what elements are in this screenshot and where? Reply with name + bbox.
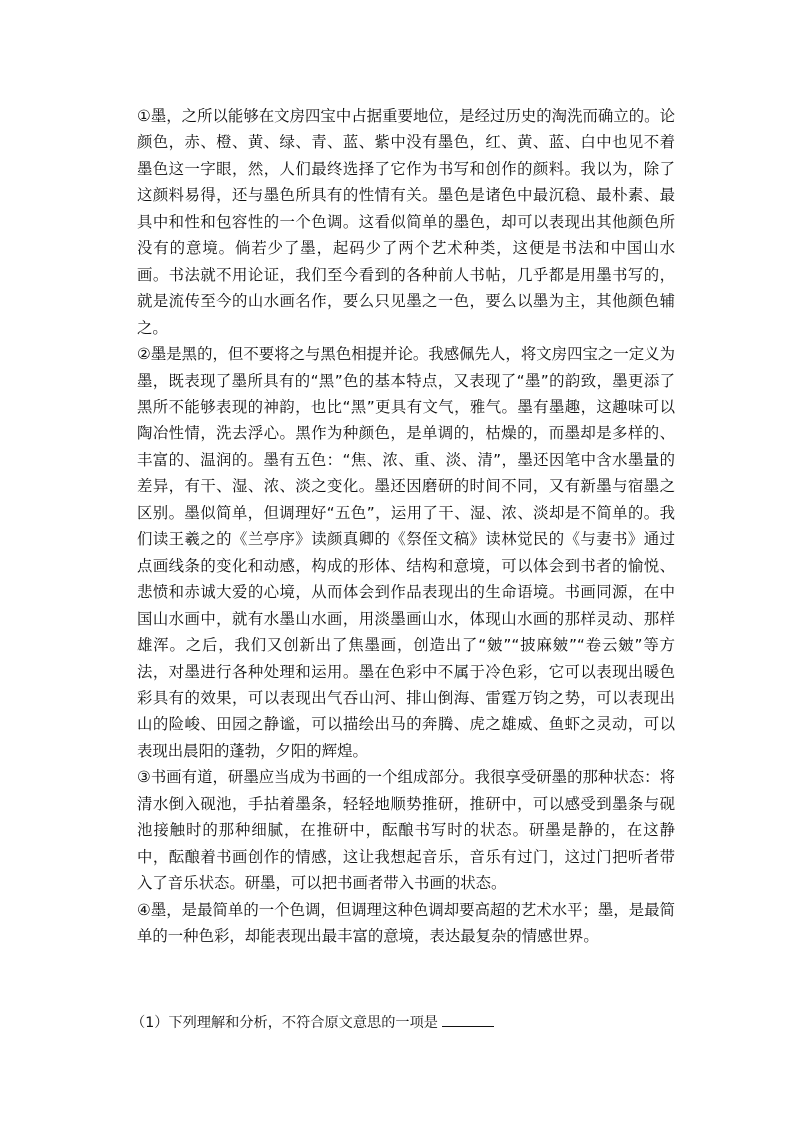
paragraph-1: ①墨，之所以能够在文房四宝中占据重要地位，是经过历史的淘洗而确立的。论颜色，赤、橙、黄、绿、青、蓝、紫中没有墨色，红、黄、蓝、白中也见不着墨色这一字眼，然，人们最终选择了它作为书写和创作的颜料。我以为，除了这颜料易得，还与墨色所具有的性情有关。墨色是诸色中最沉稳、最朴素、最具中和性和包容性的一个色调。这看似简单的墨色，却可以表现出其他颜色所没有的意境。倘若少了墨，起码少了两个艺术种类，这便是书法和中国山水画。书法就不用论证，我们至今看到的各种前人书帖，几乎都是用墨书写的，就是流传至今的山水画名作，要么只见墨之一色，要么以墨为主，其他颜色辅之。	[137, 107, 675, 337]
article-body	[137, 103, 675, 950]
paragraph-4: ④墨，是最简单的一个色调，但调理这种色调却要高超的艺术水平；墨，是最简单的一种色彩，却能表现出最丰富的意境，表达最复杂的情感世界。	[137, 900, 675, 946]
answer-blank[interactable]	[442, 1010, 494, 1027]
question-1-text: （1）下列理解和分析，不符合原文意思的一项是	[131, 1015, 438, 1031]
question-1	[131, 1010, 691, 1035]
paragraph-3: ③书画有道，研墨应当成为书画的一个组成部分。我很享受研墨的那种状态：将清水倒入砚池，手拈着墨条，轻轻地顺势推研，推研中，可以感受到墨条与砚池接触时的那种细腻，在推研中，酝酿书写时的状态。研墨是静的，在这静中，酝酿着书画创作的情感，这让我想起音乐，音乐有过门，这过门把听者带入了音乐状态。研墨，可以把书画者带入书画的状态。	[137, 768, 675, 893]
paragraph-2: ②墨是黑的，但不要将之与黑色相提并论。我感佩先人，将文房四宝之一定义为墨，既表现了墨所具有的“黑”色的基本特点，又表现了“墨”的韵致，墨更添了黑所不能够表现的神韵，也比“黑”更具有文气，雅气。墨有墨趣，这趣味可以陶冶性情，洗去浮心。黑作为种颜色，是单调的，枯燥的，而墨却是多样的、丰富的、温润的。墨有五色：“焦、浓、重、淡、清”，墨还因笔中含水墨量的差异，有干、湿、浓、淡之变化。墨还因磨研的时间不同，又有新墨与宿墨之区别。墨似简单，但调理好“五色”，运用了干、湿、浓、淡却是不简单的。我们读王羲之的《兰亭序》读颜真卿的《祭侄文稿》读林觉民的《与妻书》通过点画线条的变化和动感，构成的形体、结构和意境，可以体会到书者的愉悦、悲愤和赤诚大爱的心境，从而体会到作品表现出的生命语境。书画同源，在中国山水画中，就有水墨山水画，用淡墨画山水，体现山水画的那样灵动、那样雄浑。之后，我们又创新出了焦墨画，创造出了“皴”“披麻皴”“卷云皴”等方法，对墨进行各种处理和运用。墨在色彩中不属于冷色彩，它可以表现出暖色彩具有的效果，可以表现出气吞山河、排山倒海、雷霆万钧之势，可以表现出山的险峻、田园之静谧，可以描绘出马的奔腾、虎之雄威、鱼虾之灵动，可以表现出晨阳的蓬勃，夕阳的辉煌。	[137, 345, 675, 760]
